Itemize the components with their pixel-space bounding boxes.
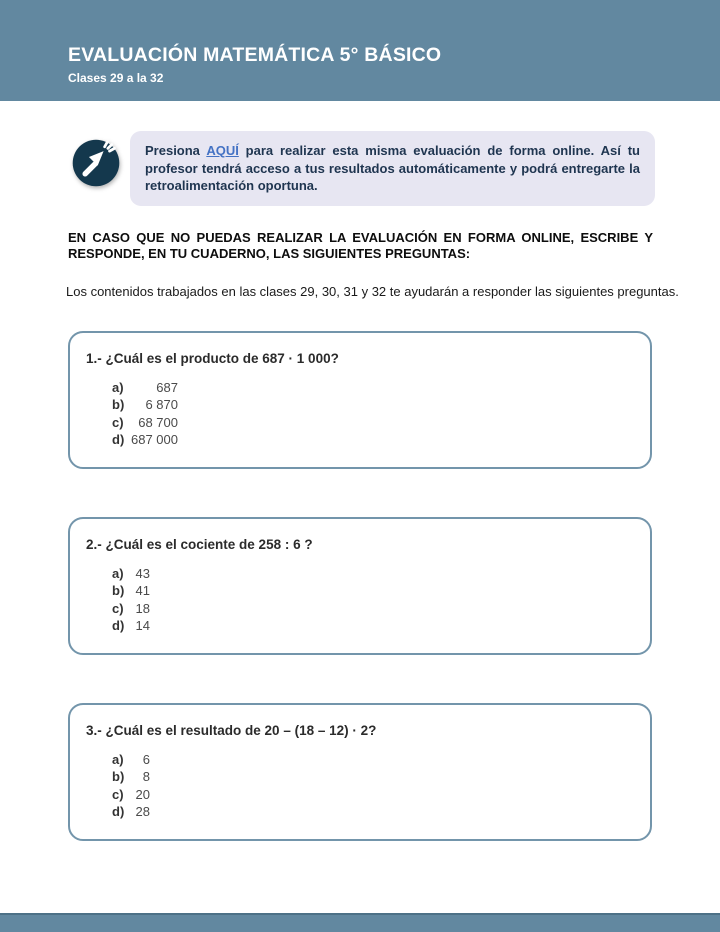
option-letter: b) bbox=[112, 583, 125, 598]
option-list bbox=[112, 751, 634, 821]
option-row bbox=[112, 751, 634, 769]
option-letter: a) bbox=[112, 751, 124, 767]
option-letter: d) bbox=[112, 432, 125, 447]
option-letter: a) bbox=[112, 379, 124, 395]
option-row bbox=[112, 396, 634, 414]
notice-text-before: Presiona bbox=[145, 143, 200, 158]
question-title: 2.- ¿Cuál es el cociente de 258 : 6 ? bbox=[86, 536, 313, 552]
page-header bbox=[0, 0, 720, 101]
option-value: 43 bbox=[135, 565, 150, 581]
option-value: 687 bbox=[156, 379, 178, 395]
option-letter: d) bbox=[112, 618, 125, 633]
option-value: 8 bbox=[142, 769, 150, 784]
option-value: 6 bbox=[142, 751, 150, 767]
page-title: EVALUACIÓN MATEMÁTICA 5° BÁSICO bbox=[68, 44, 442, 66]
offline-instructions: EN CASO QUE NO PUEDAS REALIZAR LA EVALUACIÓN EN FORMA ONLINE, ESCRIBE Y RESPONDE, EN TU CUADERNO, LAS SIGUIENTES PREGUNTAS: bbox=[68, 229, 653, 261]
option-value: 6 870 bbox=[145, 397, 178, 412]
option-row bbox=[112, 414, 634, 432]
question-list bbox=[68, 331, 652, 841]
option-list bbox=[112, 565, 634, 635]
option-row bbox=[112, 786, 634, 804]
option-letter: c) bbox=[112, 600, 124, 616]
page-subtitle: Clases 29 a la 32 bbox=[68, 71, 164, 85]
question-box-3 bbox=[68, 703, 652, 841]
option-value: 28 bbox=[135, 804, 150, 819]
question-box-1 bbox=[68, 331, 652, 469]
question-box-2 bbox=[68, 517, 652, 655]
option-letter: a) bbox=[112, 565, 124, 581]
intro-sentence: Los contenidos trabajados en las clases 29, 30, 31 y 32 te ayudarán a responder las siguientes preguntas. bbox=[66, 283, 679, 299]
question-title: 1.- ¿Cuál es el producto de 687 · 1 000? bbox=[86, 350, 339, 366]
option-list bbox=[112, 379, 634, 449]
question-title: 3.- ¿Cuál es el resultado de 20 – (18 – 12) · 2? bbox=[86, 722, 377, 738]
option-letter: b) bbox=[112, 397, 125, 412]
cursor-click-icon bbox=[70, 137, 122, 189]
option-row bbox=[112, 582, 634, 600]
option-value: 687 000 bbox=[131, 432, 178, 447]
notice-text-after: para realizar esta misma evaluación de forma online. Así tu profesor tendrá acceso a tus resultados automáticamente y podrá entregarte la retroalimentación oportuna. bbox=[145, 143, 640, 193]
option-row bbox=[112, 617, 634, 635]
option-row bbox=[112, 379, 634, 397]
notice-box bbox=[130, 131, 655, 206]
option-value: 14 bbox=[135, 618, 150, 633]
option-value: 68 700 bbox=[138, 414, 178, 430]
option-letter: c) bbox=[112, 414, 124, 430]
option-row bbox=[112, 565, 634, 583]
online-notice-section bbox=[70, 131, 655, 206]
footer-bar bbox=[0, 913, 720, 932]
online-evaluation-link[interactable]: AQUÍ bbox=[206, 143, 239, 158]
option-value: 20 bbox=[135, 786, 150, 802]
option-value: 41 bbox=[135, 583, 150, 598]
option-row bbox=[112, 768, 634, 786]
option-letter: d) bbox=[112, 804, 125, 819]
option-row bbox=[112, 600, 634, 618]
option-row bbox=[112, 803, 634, 821]
option-letter: b) bbox=[112, 769, 125, 784]
option-letter: c) bbox=[112, 786, 124, 802]
option-row bbox=[112, 431, 634, 449]
option-value: 18 bbox=[135, 600, 150, 616]
